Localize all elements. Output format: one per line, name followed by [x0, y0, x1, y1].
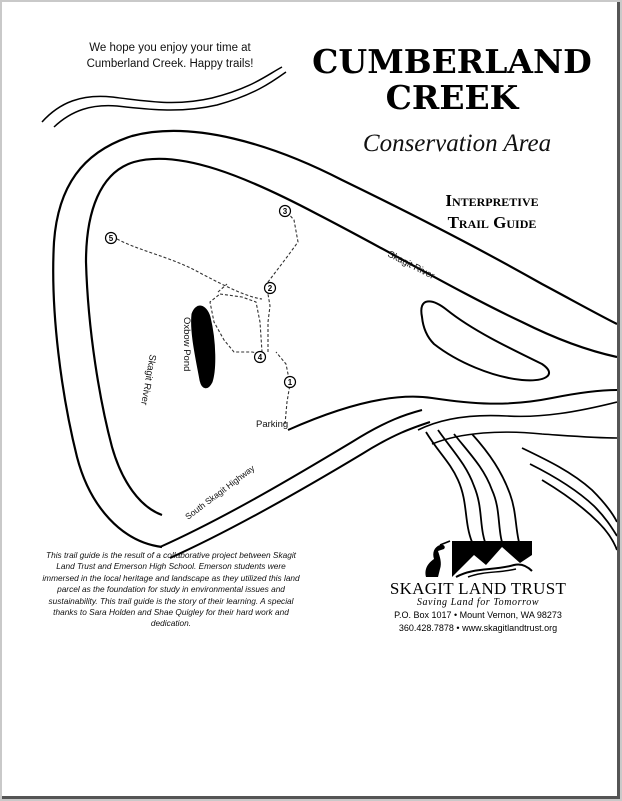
- waypoint-1[interactable]: [285, 377, 296, 388]
- waypoint-2[interactable]: [265, 283, 276, 294]
- trail-guide-page: [2, 2, 620, 799]
- org-address: P.O. Box 1017 • Mount Vernon, WA 98273: [394, 610, 562, 620]
- guide-heading: Interpretive Trail Guide: [445, 191, 539, 232]
- oxbow-pond-label: Oxbow Pond: [181, 317, 192, 372]
- waypoint-5[interactable]: [106, 233, 117, 244]
- waypoint-3[interactable]: [280, 206, 291, 217]
- highway-road: [170, 422, 430, 558]
- land-trust-logo: [404, 537, 540, 579]
- page-title: CUMBERLAND CREEK: [312, 42, 592, 117]
- waypoint-4[interactable]: [255, 352, 266, 363]
- south-bank-contour: [418, 402, 617, 430]
- svg-text:1: 1: [287, 378, 293, 387]
- highway-label: South Skagit Highway: [183, 463, 257, 522]
- skagit-river-label-west: Skagit River: [138, 353, 158, 406]
- parking-label: Parking: [256, 419, 289, 430]
- svg-text:4: 4: [257, 353, 263, 362]
- svg-text:5: 5: [108, 234, 114, 243]
- svg-text:2: 2: [267, 284, 273, 293]
- org-contact: [362, 609, 594, 635]
- page-subtitle: Conservation Area: [362, 130, 552, 157]
- org-tagline: Saving Land for Tomorrow: [416, 597, 540, 608]
- north-bank-line: [54, 72, 286, 127]
- org-name: SKAGIT LAND TRUST: [389, 579, 567, 598]
- highway-road: [160, 410, 422, 547]
- skagit-river-label-east: Skagit River: [385, 248, 437, 282]
- credits-paragraph: This trail guide is the result of a collaborative project between Skagit Land Trust and Emerson High School. Emerson students were immersed in the local heritage and landscape as they utilized this land parcel as the foundation for study in environmental issues and sustainability. This trail guide is the story of their learning. A special thanks to Sara Holden and Shae Quigley for their hard work and dedication.: [42, 550, 300, 629]
- org-phone-web[interactable]: 360.428.7878 • www.skagitlandtrust.org: [398, 623, 558, 633]
- welcome-message: We hope you enjoy your time at Cumberland Creek. Happy trails!: [86, 42, 254, 70]
- river-island: [421, 301, 549, 380]
- oxbow-pond: [192, 306, 215, 388]
- trail-map: [2, 2, 617, 796]
- south-bank-contour: [288, 390, 617, 430]
- svg-text:3: 3: [282, 207, 288, 216]
